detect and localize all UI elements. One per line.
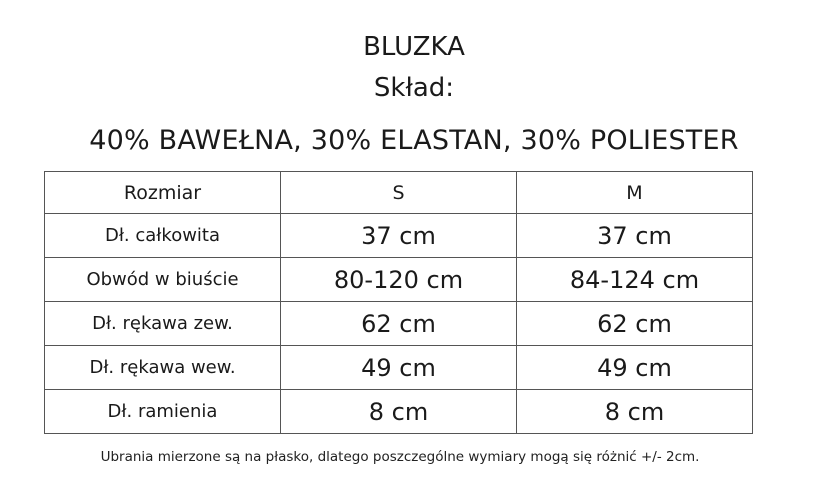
size-table-header-row	[45, 172, 753, 214]
table-row	[45, 302, 753, 346]
value-s: 8 cm	[281, 390, 517, 434]
row-label: Dł. rękawa wew.	[45, 346, 281, 390]
measurement-note: Ubrania mierzone są na płasko, dlatego poszczególne wymiary mogą się różnić +/- 2cm.	[100, 449, 700, 465]
header-m: M	[517, 172, 753, 214]
composition-label: Skład:	[373, 73, 455, 103]
value-m: 8 cm	[517, 390, 753, 434]
value-s: 37 cm	[281, 214, 517, 258]
composition-text: 40% BAWEŁNA, 30% ELASTAN, 30% POLIESTER	[89, 125, 739, 156]
table-row	[45, 390, 753, 434]
value-s: 49 cm	[281, 346, 517, 390]
value-m: 49 cm	[517, 346, 753, 390]
header-size: Rozmiar	[45, 172, 281, 214]
table-row	[45, 346, 753, 390]
product-title: BLUZKA	[363, 32, 465, 62]
row-label: Dł. całkowita	[45, 214, 281, 258]
row-label: Obwód w biuście	[45, 258, 281, 302]
header-s: S	[281, 172, 517, 214]
value-s: 62 cm	[281, 302, 517, 346]
table-row	[45, 214, 753, 258]
value-s: 80-120 cm	[281, 258, 517, 302]
table-row	[45, 258, 753, 302]
row-label: Dł. ramienia	[45, 390, 281, 434]
value-m: 84-124 cm	[517, 258, 753, 302]
size-table	[44, 171, 753, 434]
value-m: 37 cm	[517, 214, 753, 258]
row-label: Dł. rękawa zew.	[45, 302, 281, 346]
value-m: 62 cm	[517, 302, 753, 346]
